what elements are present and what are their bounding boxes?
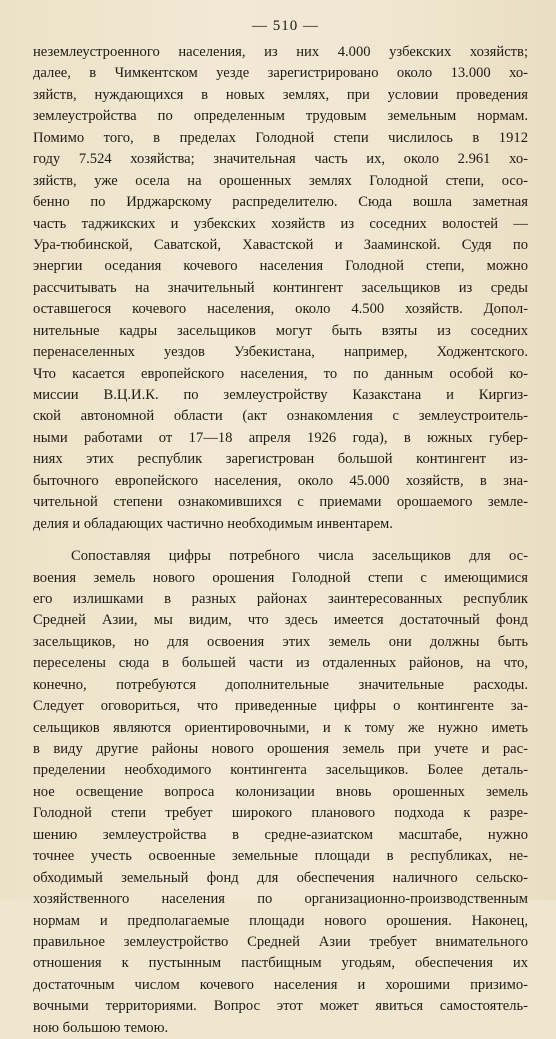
text-line: конечно, потребуются дополнительные значительные расходы. bbox=[33, 676, 528, 693]
text-line: переселены сюда в большей части из отдаленных районов, на что, bbox=[33, 655, 528, 672]
text-line: ною большою темою. bbox=[33, 1019, 169, 1036]
text-line: точнее учесть освоенные земельные площади в республиках, не- bbox=[33, 848, 528, 865]
text-line: отношения к пустынным пастбищным угодьям, обеспечения их bbox=[33, 955, 528, 972]
text-line: сельщиков являются ориентировочными, и к тому же нужно иметь bbox=[33, 719, 528, 736]
text-line: хозяйственного населения по организационно-производственным bbox=[33, 891, 528, 908]
text-line: его излишками в разных районах заинтересованных республик bbox=[33, 590, 528, 607]
text-line: Средней Азии, мы видим, что здесь имеется достаточный фонд bbox=[33, 612, 528, 629]
text-line: нормам и предполагаемые площади нового орошения. Наконец, bbox=[33, 912, 528, 929]
paragraph-2 bbox=[33, 546, 528, 1039]
text-line: воения земель нового орошения Голодной степи с имеющимися bbox=[33, 569, 528, 586]
text-line: Что касается европейского населения, то по данным особой ко- bbox=[33, 365, 528, 382]
text-line: засельщиков, но для освоения этих земель они должны быть bbox=[33, 633, 528, 650]
text-line: году 7.524 хозяйства; значительная часть их, около 2.961 хо- bbox=[33, 151, 528, 168]
text-line: часть таджикских и узбекских хозяйств из соседних волостей — bbox=[33, 215, 528, 232]
text-line: зяйств, нуждающихся в новых землях, при условии проведения bbox=[33, 86, 528, 103]
text-line: миссии В.Ц.И.К. по землеустройству Казакстана и Киргиз- bbox=[33, 387, 528, 403]
text-line: ное освещение вопроса колонизации вновь орошенных земель bbox=[33, 783, 528, 800]
paragraph-gap bbox=[33, 535, 528, 546]
text-line: энергии оседания кочевого населения Голодной степи, можно bbox=[33, 258, 528, 275]
text-line: нительные кадры засельщиков могут быть взяты из соседних bbox=[33, 322, 528, 339]
text-line: Ура-тюбинской, Саватской, Хавастской и Зааминской. Судя по bbox=[33, 236, 528, 253]
text-line: чительной степени ознакомившихся с приемами орошаемого земле- bbox=[33, 494, 528, 511]
text-line: правильное землеустройство Средней Азии требует внимательного bbox=[33, 933, 528, 950]
text-line: обходимый земельный фонд для обеспечения наличного сельско- bbox=[33, 869, 528, 886]
text-line: ской автономной области (акт ознакомления с землеустроитель- bbox=[33, 408, 528, 425]
text-line: ными работами от 17—18 апреля 1926 года), в южных губер- bbox=[33, 429, 528, 446]
text-line: зяйств, уже осела на орошенных землях Голодной степи, осо- bbox=[33, 172, 528, 189]
page-number: — 510 — bbox=[252, 18, 319, 34]
text-line: вочными территориями. Вопрос этот может явиться самостоятель- bbox=[33, 998, 528, 1015]
text-line: пределении необходимого контингента засельщиков. Более деталь- bbox=[33, 762, 528, 779]
text-line: Следует оговориться, что приведенные цифры о контингенте за- bbox=[33, 698, 528, 715]
paragraph-1 bbox=[33, 42, 528, 535]
text-line: ниях этих республик зарегистрован большой контингент из- bbox=[33, 451, 528, 468]
text-line: землеустройства по определенным трудовым земельным нормам. bbox=[33, 108, 528, 125]
text-line: делия и обладающих частично необходимым инвентарем. bbox=[33, 515, 393, 532]
text-line: Сопоставляя цифры потребного числа засельщиков для ос- bbox=[71, 548, 528, 565]
text-line: быточного европейского населения, около 45.000 хозяйств, в зна- bbox=[33, 472, 528, 489]
text-line: в виду другие районы нового орошения земель при учете и рас- bbox=[33, 741, 528, 757]
text-line: Помимо того, в пределах Голодной степи числилось в 1912 bbox=[33, 129, 528, 146]
text-line: бенно по Ирджарскому распределителю. Сюда вошла заметная bbox=[33, 194, 528, 211]
text-line: оставшегося кочевого населения, около 4.500 хозяйств. Допол- bbox=[33, 301, 528, 318]
text-line: перенаселенных уездов Узбекистана, например, Ходжентского. bbox=[33, 344, 528, 361]
text-line: достаточным числом кочевого населения и хорошими призимо- bbox=[33, 976, 528, 993]
text-line: шению землеустройства в средне-азиатском масштабе, нужно bbox=[33, 826, 528, 843]
text-line: неземлеустроенного населения, из них 4.000 узбекских хозяйств; bbox=[33, 44, 528, 60]
text-line: далее, в Чимкентском уезде зарегистрировано около 13.000 хо- bbox=[33, 65, 528, 82]
text-line: рассчитывать на значительный контингент засельщиков из среды bbox=[33, 279, 528, 296]
text-line: Голодной степи требует широкого планового подхода к разре- bbox=[33, 805, 528, 822]
